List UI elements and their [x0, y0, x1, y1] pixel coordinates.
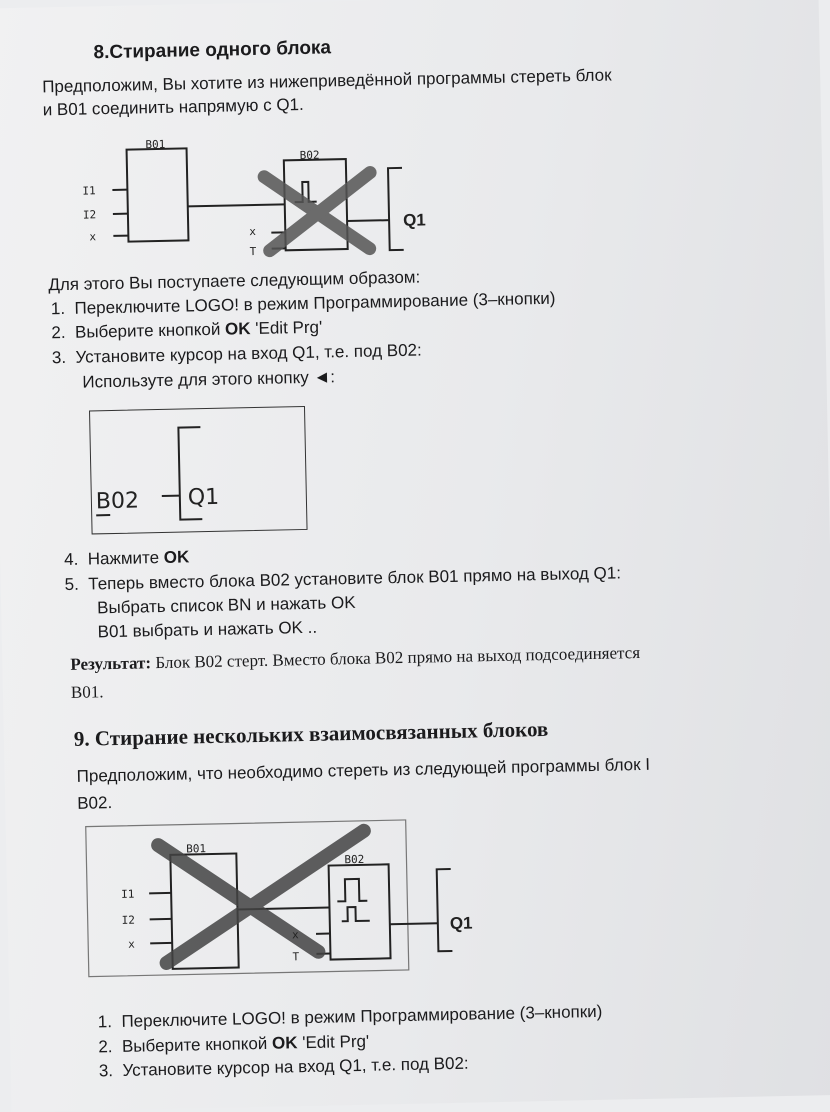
- block-b01-label: B01: [145, 138, 165, 151]
- step-3: 3. Установите курсор на вход Q1, т.е. под B02:: [52, 341, 422, 369]
- input-x-2-label: x: [128, 938, 135, 951]
- step-2: 2. Выберите кнопкой OK 'Edit Prg': [51, 318, 322, 344]
- section-9-intro-line2: B02.: [77, 793, 112, 814]
- b02-input-x-label: x: [249, 225, 256, 238]
- block-b02-2-label: B02: [344, 853, 364, 866]
- delete-cross-icon: [264, 173, 372, 251]
- result-line-2: B01.: [71, 682, 104, 703]
- b02-2-input-t-label: T: [292, 950, 299, 963]
- output-bracket: [388, 168, 404, 250]
- lcd-display: [89, 406, 308, 534]
- step-1: 1. Переключите LOGO! в режим Программирование (3–кнопки): [51, 289, 556, 320]
- section-8-diagram: [71, 129, 454, 267]
- section-9-diagram: [86, 818, 489, 986]
- block-b01-2-label: B01: [186, 842, 206, 855]
- s9-step-2: 2. Выберите кнопкой OK 'Edit Prg': [98, 1032, 369, 1058]
- output-bracket-2: [437, 869, 453, 951]
- display-block-label: B02: [96, 488, 140, 514]
- steps-intro: Для этого Вы поступаете следующим образом:: [48, 268, 420, 296]
- input-i1-label: I1: [82, 184, 96, 197]
- s9-step-1: 1. Переключите LOGO! в режим Программирование (3–кнопки): [98, 1002, 603, 1033]
- section-9-heading: 9. Стирание нескольких взаимосвязанных блоков: [74, 719, 549, 749]
- section-8-intro-line2: и B01 соединить напрямую с Q1.: [43, 95, 304, 120]
- step-5-sub1: Выбрать список BN и нажать OK: [97, 593, 356, 618]
- section-9-intro-line1: Предположим, что необходимо стереть из следующей программы блок I: [76, 755, 650, 787]
- input-i1-2-label: I1: [121, 888, 135, 901]
- input-i2-label: I2: [83, 208, 97, 221]
- input-x-label: x: [89, 230, 96, 243]
- result-line: Результат: Блок B02 стерт. Вместо блока B02 прямо на выход подсоединяется: [70, 643, 640, 675]
- b02-input-t-label: T: [250, 245, 257, 258]
- input-i2-2-label: I2: [122, 914, 136, 927]
- step-5: 5. Теперь вместо блока B02 установите блок B01 прямо на выход Q1:: [64, 563, 621, 595]
- block-b02-label: B02: [300, 149, 320, 162]
- step-4: 4. Нажмите OK: [64, 547, 190, 570]
- output-q1-2-label: Q1: [450, 914, 473, 933]
- output-q1-label: Q1: [403, 210, 426, 229]
- step-3-sub: Используте для этого кнопку ◄:: [82, 367, 335, 392]
- step-5-sub2: B01 выбрать и нажать OK ..: [97, 618, 317, 643]
- display-output-label: Q1: [188, 485, 220, 511]
- b02-2-input-x-label: x: [292, 928, 299, 941]
- s9-step-3: 3. Установите курсор на вход Q1, т.е. под B02:: [99, 1054, 469, 1082]
- block-b01: [127, 148, 189, 241]
- section-8-intro-line1: Предположим, Вы хотите из нижеприведённой программы стереть блок: [42, 65, 612, 97]
- section-8-heading: 8.Стирание одного блока: [93, 38, 331, 63]
